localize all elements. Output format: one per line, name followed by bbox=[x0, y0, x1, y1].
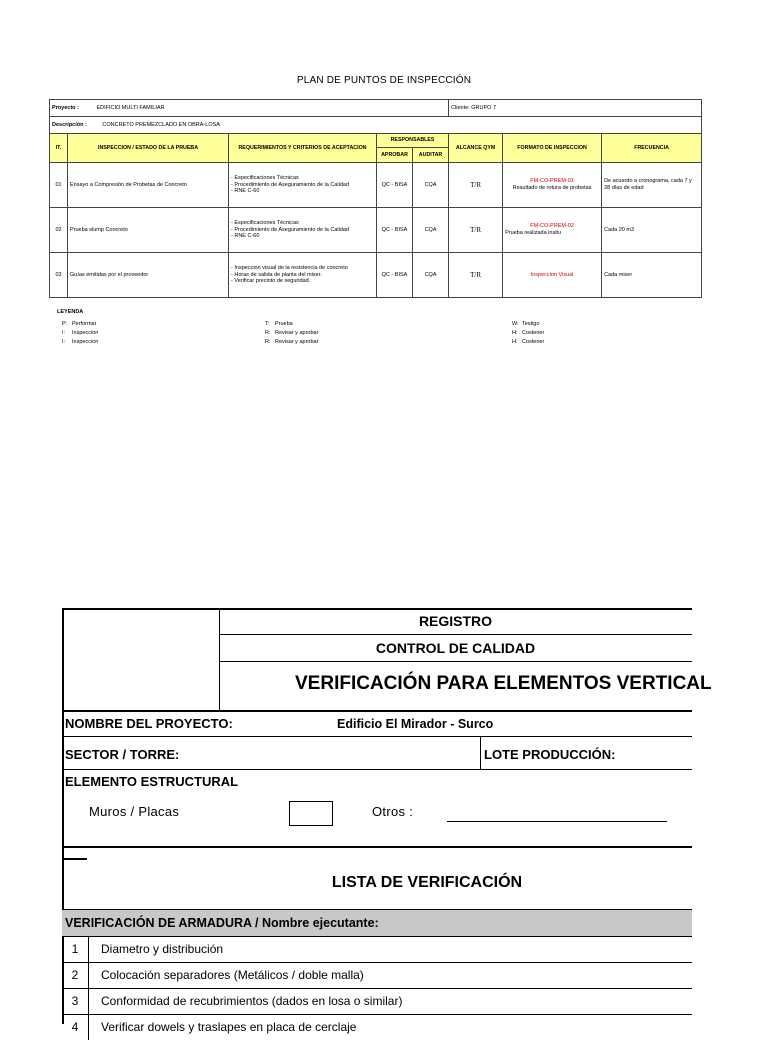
col-aprobar: APROBAR bbox=[377, 148, 413, 163]
checklist-row: 2 Colocación separadores (Metálicos / doble malla) bbox=[62, 962, 692, 988]
project-name-label: NOMBRE DEL PROYECTO: bbox=[65, 716, 233, 731]
col-formato: FORMATO DE INSPECCION bbox=[503, 134, 602, 163]
col-inspection: INSPECCION / ESTADO DE LA PRUEBA bbox=[68, 134, 229, 163]
quality-control-form bbox=[62, 608, 712, 1034]
otros-label: Otros : bbox=[372, 804, 414, 819]
registro-title: REGISTRO bbox=[418, 613, 493, 629]
col-requirements: REQUERIMIENTOS Y CRITERIOS DE ACEPTACION bbox=[229, 134, 377, 163]
legend-col-2: T: Prueba R: Revisar y aprobar R: Revisar y aprobar bbox=[265, 321, 319, 345]
checklist-row: 4 Verificar dowels y traslapes en placa de cerclaje bbox=[62, 1014, 692, 1040]
col-frecuencia: FRECUENCIA bbox=[602, 134, 702, 163]
project-name-value: Edificio El Mirador - Surco bbox=[337, 717, 494, 731]
control-title: CONTROL DE CALIDAD bbox=[375, 640, 536, 656]
muros-label: Muros / Placas bbox=[89, 804, 180, 819]
client-cell: Cliente: GRUPO 7 bbox=[449, 100, 702, 117]
plan-title: PLAN DE PUNTOS DE INSPECCIÓN bbox=[296, 75, 472, 86]
col-it: IT. bbox=[50, 134, 68, 163]
verification-title: VERIFICACIÓN PARA ELEMENTOS VERTICAL bbox=[295, 673, 712, 694]
legend-col-1: P: Performar I: Inspeccion I: Inspeccion bbox=[62, 321, 99, 345]
lista-title: LISTA DE VERIFICACIÓN bbox=[331, 874, 523, 891]
elemento-label: ELEMENTO ESTRUCTURAL bbox=[65, 774, 239, 789]
table-row: 01 Ensayo a Compresión de Probetas de Concreto - Especificaciones Técnicas - Procedimiento de Aseguramiento de la Calidad - RNE C-60 QC - BISA CQA T/R FM-CO-PREM-01 Resultado de rotura de probetas De acuerdo a cronograma, cada 7 y 28 días de edad bbox=[50, 163, 702, 208]
checklist-row: 3 Conformidad de recubrimientos (dados en losa o similar) bbox=[62, 988, 692, 1014]
legend bbox=[56, 309, 676, 349]
otros-input-line[interactable] bbox=[447, 821, 667, 822]
col-alcance: ALCANCE QYM bbox=[449, 134, 503, 163]
inspection-plan-table bbox=[49, 99, 702, 298]
table-row: 03 Guías emitidas por el proveedor - Inspeccion visual de la resistencia de concreto - Horas de salida de planta del mixer. - Verificar precinto de seguridad. QC - BISA CQA T/R Inspeccion Visual Cada mixer bbox=[50, 253, 702, 298]
sector-label: SECTOR / TORRE: bbox=[65, 747, 180, 762]
col-responsables: RESPONSABLES bbox=[377, 134, 449, 148]
project-cell: Proyecto : EDIFICIO MULTI FAMILIAR bbox=[50, 100, 449, 117]
description-cell: Descripción : CONCRETO PREMEZCLADO EN OBRA-LOSA bbox=[50, 117, 702, 134]
checklist-row: 1 Diametro y distribución bbox=[62, 936, 692, 962]
armadura-header: VERIFICACIÓN DE ARMADURA / Nombre ejecutante: bbox=[62, 909, 692, 937]
lote-label: LOTE PRODUCCIÓN: bbox=[484, 747, 616, 762]
table-row: 02 Prueba slump Concreto - Especificaciones Técnicas - Procedimiento de Aseguramiento de la Calidad - RNE C-60 QC - BISA CQA T/R FM-CO-PREM-02 Prueba realizada insitu Cada 20 m3 bbox=[50, 208, 702, 253]
muros-checkbox[interactable] bbox=[289, 801, 333, 826]
col-auditar: AUDITAR bbox=[413, 148, 449, 163]
legend-title: LEYENDA bbox=[57, 309, 84, 315]
legend-col-3: W: Testigo H: Costener H: Costener bbox=[512, 321, 545, 345]
